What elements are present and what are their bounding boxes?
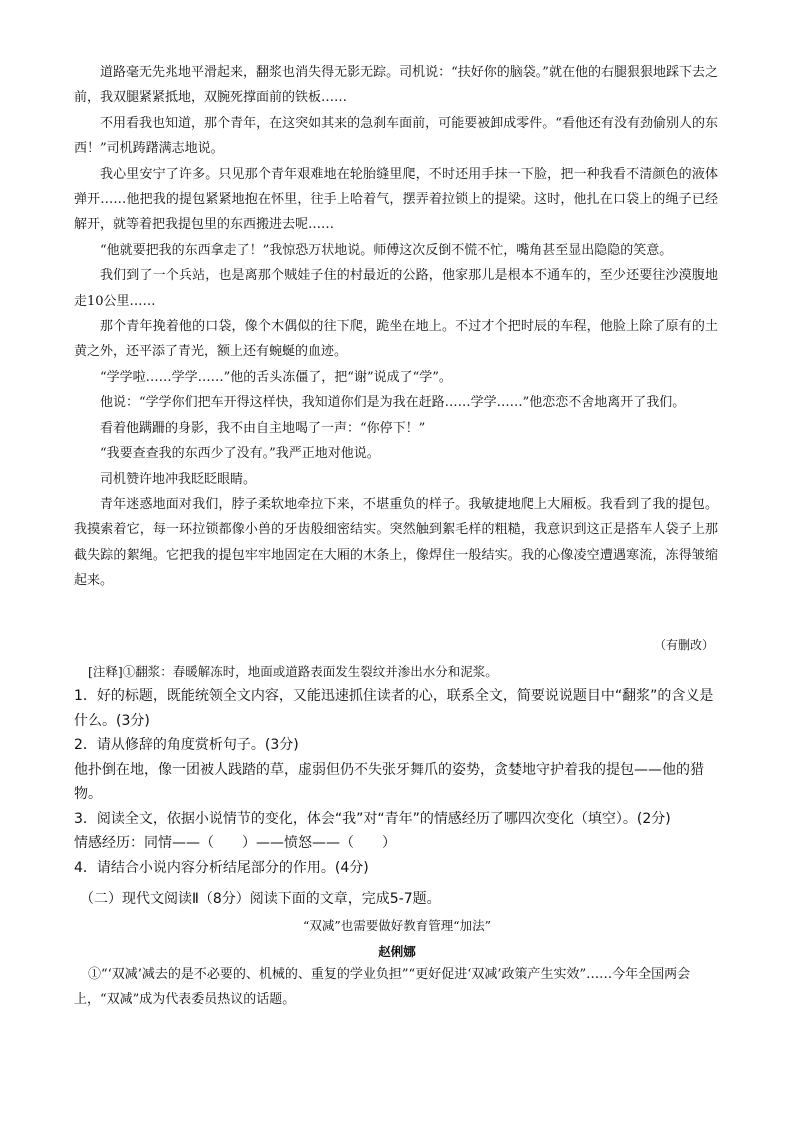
- story-paragraph: “我要查查我的东西少了没有。”我严正地对他说。: [100, 446, 380, 462]
- question-item: 3．阅读全文，依据小说情节的变化，体会“我”对“青年”的情感经历了哪四次变化（填空）。(2分): [74, 810, 671, 827]
- story-text: [74, 60, 718, 594]
- story-paragraph: “他就要把我的东西拿走了！”我惊恐万状地说。师傅这次反倒不慌不忙，嘴角甚至显出隐隐的笑意。: [100, 242, 673, 258]
- article-paragraph: ①“‘双减’减去的是不必要的、机械的、重复的学业负担”“更好促进‘双减’政策产生实效”……今年全国两会上，“双减”成为代表委员热议的话题。: [74, 967, 691, 1007]
- story-paragraph: 不用看我也知道，那个青年，在这突如其来的急刹车面前，可能要被卸成零件。“看他还有没有劲偷别人的东西！”司机踌躇满志地说。: [74, 115, 718, 157]
- annotation-note: [注释]①翻浆：春暖解冻时，地面或道路表面发生裂纹并渗出水分和泥浆。: [88, 664, 498, 679]
- article-author: 赵俐娜: [378, 944, 416, 959]
- article-title: “双减”也需要做好教育管理“加法”: [302, 918, 492, 933]
- question-item: 1．好的标题，既能统领全文内容，又能迅速抓住读者的心，联系全文，简要说说题目中“翻浆”的含义是什么。(3分): [74, 688, 714, 729]
- question-list: [74, 684, 720, 880]
- section-header: （二）现代文阅读Ⅱ（8分）阅读下面的文章，完成5-7题。: [80, 891, 441, 907]
- question-item: 2．请从修辞的角度赏析句子。(3分): [74, 737, 299, 753]
- quoted-sentence: 他扑倒在地，像一团被人践踏的草，虚弱但仍不失张牙舞爪的姿势，贪婪地守护着我的提包——他的猎物。: [74, 761, 704, 802]
- story-paragraph: 看着他蹒跚的身影，我不由自主地喝了一声：“你停下！”: [100, 420, 426, 436]
- story-paragraph: 我们到了一个兵站，也是离那个贼娃子住的村最近的公路，他家那儿是根本不通车的，至少还要往沙漠腹地走10公里……: [74, 268, 718, 309]
- story-paragraph: 我心里安宁了许多。只见那个青年艰难地在轮胎缝里爬，不时还用手抹一下脸，把一种我看不清颜色的液体弹开……他把我的提包紧紧地抱在怀里，往手上哈着气，摆弄着拉锁上的提梁。这时，他扎在口袋上的绳子已经解开，就等着把我提包里的东西搬进去呢……: [74, 166, 718, 233]
- source-note: （有删改）: [653, 638, 714, 652]
- story-paragraph: 他说：“学学你们把车开得这样快，我知道你们是为我在赶路……学学……”他恋恋不舍地离开了我们。: [100, 395, 686, 411]
- story-paragraph: 道路毫无先兆地平滑起来，翻浆也消失得无影无踪。司机说：“扶好你的脑袋。”就在他的右腿狠狠地踩下去之前，我双腿紧紧抵地，双腕死撑面前的铁板……: [74, 65, 718, 106]
- story-paragraph: 司机赞许地冲我眨眨眼睛。: [100, 471, 257, 487]
- fill-in-line: 情感经历：同情——（ ）——愤怒——（ ）: [74, 835, 396, 851]
- story-paragraph: 青年迷惑地面对我们，脖子柔软地牵拉下来，不堪重负的样子。我敏捷地爬上大厢板。我看到了我的提包。我摸索着它，每一环拉锁都像小兽的牙齿般细密结实。突然触到絮毛样的粗糙，我意识到这正是搭车人袋子上那截失踪的絮绳。它把我的提包牢牢地固定在大厢的木条上，像焊住一般结实。我的心像凌空遭遇寒流，冻得皱缩起来。: [74, 496, 718, 589]
- story-paragraph: 那个青年挽着他的口袋，像个木偶似的往下爬，跪坐在地上。不过才个把时辰的车程，他脸上除了原有的土黄之外，还平添了青光，额上还有蜿蜒的血迹。: [74, 319, 718, 360]
- article-text: [74, 962, 718, 1012]
- story-paragraph: “学学啦……学学……”他的舌头冻僵了，把“谢”说成了“学”。: [100, 369, 452, 385]
- question-item: 4．请结合小说内容分析结尾部分的作用。(4分): [74, 859, 369, 876]
